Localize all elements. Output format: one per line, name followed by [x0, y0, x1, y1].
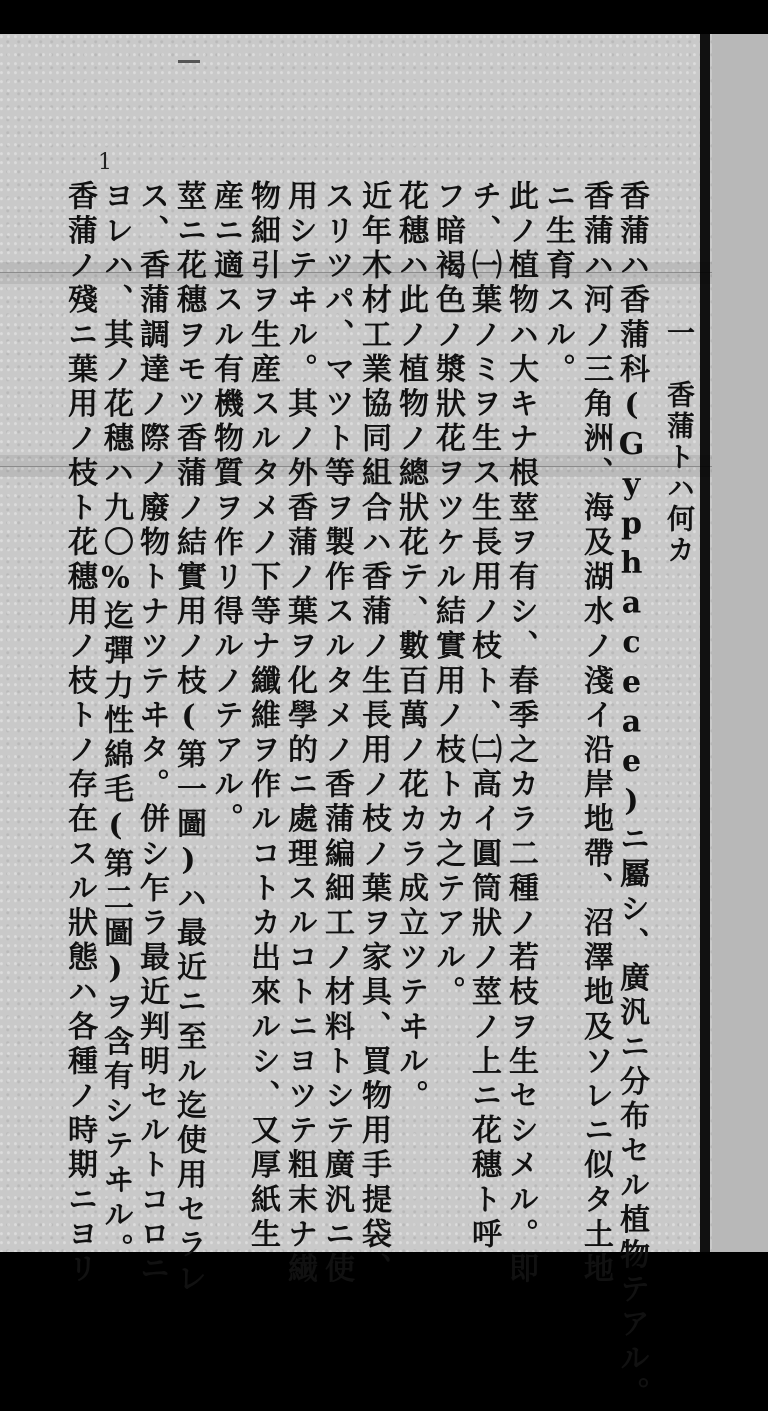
- page-number: 1: [98, 150, 112, 175]
- text-column: ス、香蒲調達ノ際ノ廢物トナツテヰタ。併シ乍ラ最近判明セルトコロニ: [134, 180, 169, 1288]
- text-column: 物細引ヲ生産スルタメノ下等ナ纖維ヲ作ルコトカ出來ルシ、又厚紙生: [245, 180, 280, 1253]
- section-heading: 一 香蒲トハ何カ: [663, 318, 696, 566]
- text-column: チ、㈠葉ノミヲ生ス生長用ノ枝ト、㈡高イ圓筒狀ノ莖ノ上ニ花穗ト呼: [466, 180, 501, 1253]
- text-column: 香蒲ノ殘ニ葉用ノ枝ト花穗用ノ枝トノ存在スル狀態ハ各種ノ時期ニヨリ: [62, 180, 97, 1288]
- text-column: 花穗ハ此ノ植物ノ總狀花テ、數百萬ノ花カラ成立ツテヰル。: [393, 180, 428, 1115]
- next-page-edge: [712, 34, 768, 1252]
- text-column: 産ニ適スル有機物質ヲ作リ得ルノテアル。: [208, 180, 243, 838]
- text-column: スリツパ、マツト等ヲ製作スルタメノ香蒲編細工ノ材料トシテ廣汎ニ使: [319, 180, 354, 1288]
- text-column: フ暗褐色ノ漿狀花ヲツケル結實用ノ枝トカ之テアル。: [430, 180, 465, 1011]
- page-fold-shadow: [700, 34, 710, 1252]
- text-column: 近年木材工業協同組合ハ香蒲ノ生長用ノ枝ノ葉ヲ家具、買物用手提袋、: [356, 180, 391, 1288]
- text-column: 莖ニ花穗ヲモツ香蒲ノ結實用ノ枝(第一圖)ハ最近ニ至ル迄使用セラレ: [171, 180, 206, 1298]
- page-mark: [178, 60, 200, 63]
- text-column: 香蒲ハ香蒲科(Gyphaceae)ニ屬シ、廣汎ニ分布セル植物テアル。: [614, 180, 649, 1411]
- text-column: 此ノ植物ハ大キナ根莖ヲ有シ、春季之カラ二種ノ若枝ヲ生セシメル。即: [503, 180, 538, 1288]
- text-column: 用シテヰル。其ノ外香蒲ノ葉ヲ化學的ニ處理スルコトニヨツテ粗末ナ繊: [282, 180, 317, 1288]
- text-column: 香蒲ハ河ノ三角洲、海及湖水ノ淺イ沿岸地帶、沼澤地及ソレニ似タ土地: [578, 180, 613, 1288]
- text-column: ヨレハ、其ノ花穗ハ九〇%迄彈力性綿毛(第二圖)ヲ含有シテヰル。: [98, 180, 133, 1268]
- text-column: ニ生育スル。: [540, 180, 575, 388]
